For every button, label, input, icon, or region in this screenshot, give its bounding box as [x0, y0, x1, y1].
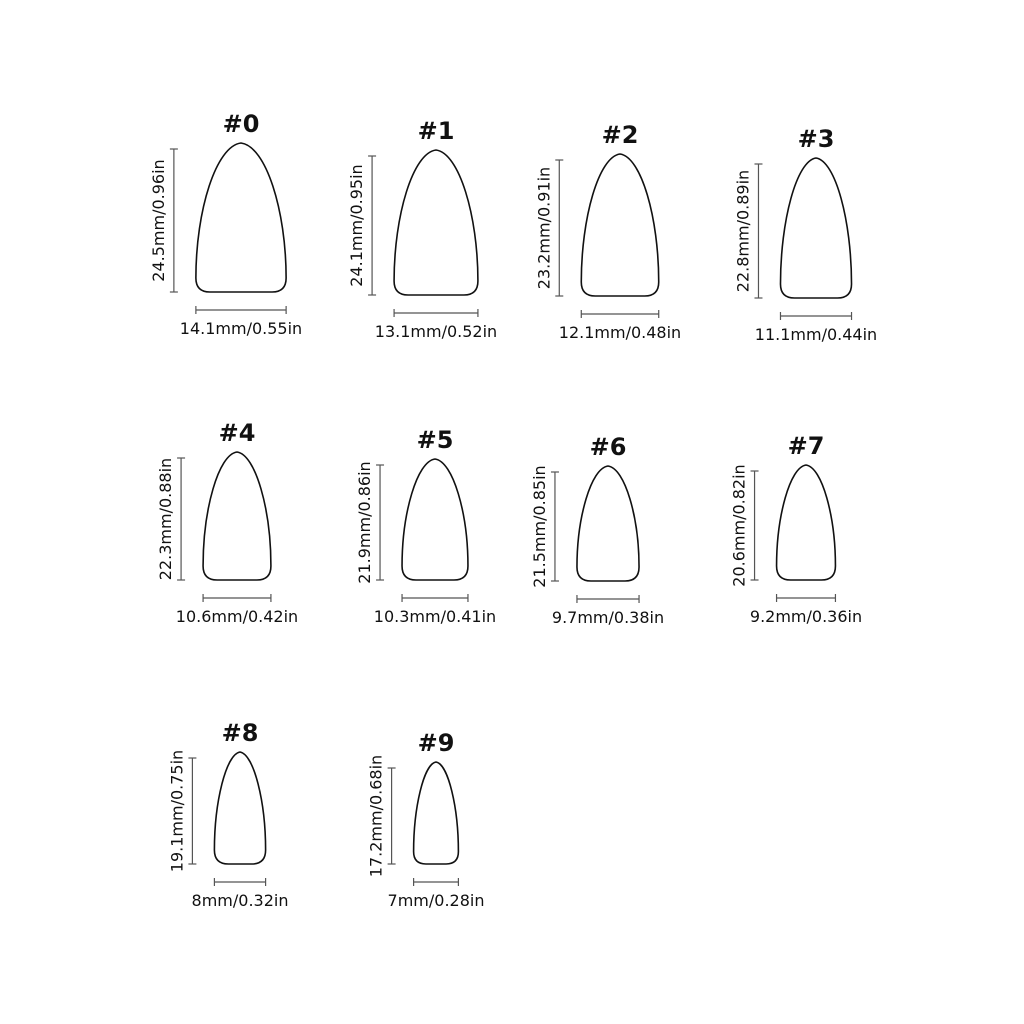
width-label: 9.7mm/0.38in	[551, 608, 665, 627]
length-label: 24.5mm/0.96in	[148, 159, 168, 282]
nail-outline	[414, 762, 459, 864]
width-label: 8mm/0.32in	[191, 891, 289, 910]
nail-7	[730, 432, 863, 626]
nail-size-label: #1	[417, 117, 455, 145]
nails-layer	[149, 110, 877, 910]
nail-0	[149, 110, 302, 338]
nail-outline	[581, 154, 658, 296]
nail-size-label: #8	[221, 719, 259, 747]
nail-size-label: #4	[218, 419, 256, 447]
width-label: 10.6mm/0.42in	[175, 607, 299, 626]
length-label: 21.5mm/0.85in	[529, 465, 549, 588]
nail-size-label: #0	[222, 110, 260, 138]
nail-size-label: #2	[601, 121, 639, 149]
nail-outline	[203, 452, 271, 580]
nail-2	[534, 121, 681, 342]
nail-outline	[780, 158, 851, 298]
width-label: 10.3mm/0.41in	[373, 607, 497, 626]
width-label: 9.2mm/0.36in	[749, 607, 863, 626]
width-label: 11.1mm/0.44in	[754, 325, 878, 344]
nail-size-label: #6	[589, 433, 627, 461]
width-label: 14.1mm/0.55in	[179, 319, 303, 338]
width-label: 12.1mm/0.48in	[558, 323, 682, 342]
length-label: 17.2mm/0.68in	[366, 754, 386, 878]
length-label: 21.9mm/0.86in	[355, 461, 375, 584]
length-label: 22.8mm/0.89in	[733, 169, 753, 293]
nail-size-label: #5	[416, 426, 454, 454]
nail-outline	[402, 459, 468, 580]
length-label: 24.1mm/0.95in	[347, 164, 367, 287]
nail-6	[530, 433, 664, 627]
length-label: 19.1mm/0.75in	[167, 749, 187, 873]
nail-outline	[777, 465, 836, 580]
nail-outline	[394, 150, 478, 295]
nail-outline	[577, 466, 639, 581]
width-label: 13.1mm/0.52in	[374, 322, 498, 341]
length-label: 20.6mm/0.82in	[729, 464, 749, 587]
length-label: 22.3mm/0.88in	[156, 457, 176, 581]
nail-8	[167, 719, 288, 910]
nail-outline	[214, 752, 265, 864]
nail-size-label: #7	[787, 432, 825, 460]
length-label: 23.2mm/0.91in	[534, 166, 554, 290]
nail-9	[367, 729, 485, 910]
nail-size-label: #3	[797, 125, 835, 153]
nail-outline	[196, 143, 286, 292]
nail-size-label: #9	[417, 729, 455, 757]
width-label: 7mm/0.28in	[387, 891, 485, 910]
nail-1	[347, 117, 497, 341]
nail-3	[733, 125, 877, 344]
nail-5	[355, 426, 496, 626]
nail-4	[156, 419, 298, 626]
